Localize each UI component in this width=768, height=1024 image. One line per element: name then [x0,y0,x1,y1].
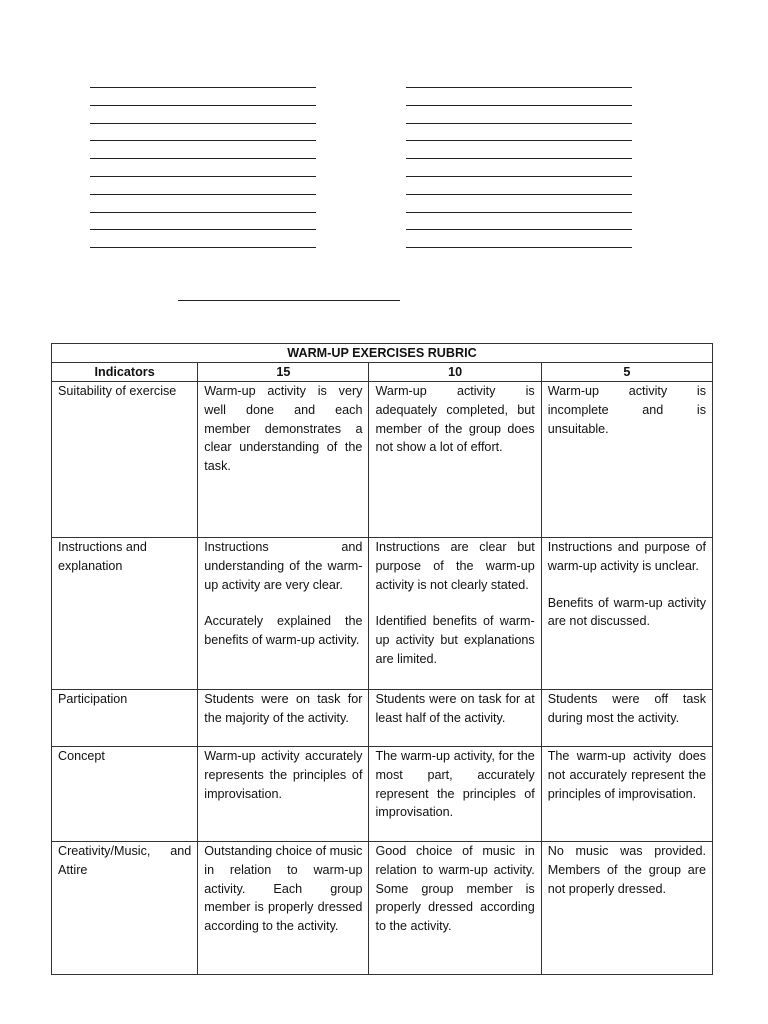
cell-text: Warm-up activity is incomplete and is unsuitable. [547,384,706,436]
cell-text: Students were on task for at least half of the activity. [375,692,535,725]
score-15-cell [198,747,369,842]
blank-line [90,87,316,88]
header-indicators: Indicators [52,363,198,382]
indicator-cell: Instructions and explanation [52,538,198,690]
cell-text: Students were off task during most the activity. [547,692,706,725]
table-row [52,538,713,690]
blank-line [90,123,316,124]
answer-lines-left [90,87,316,265]
score-15-cell [198,842,369,975]
header-score-5: 5 [541,363,712,382]
indicator-cell: Participation [52,690,198,747]
blank-line [406,194,632,195]
score-15-cell [198,690,369,747]
header-score-15: 15 [198,363,369,382]
blank-line [406,105,632,106]
score-5-cell [541,538,712,690]
header-score-10: 10 [369,363,541,382]
score-5-cell [541,382,712,538]
cell-text: Outstanding choice of music in relation to warm-up activity. Each group member is properly dressed according to the activity. [204,844,363,934]
cell-text: Identified benefits of warm-up activity but explanations are limited. [375,614,535,666]
score-10-cell [369,538,541,690]
cell-text: No music was provided. Members of the group are not properly dressed. [547,844,706,896]
indicator-cell: Creativity/Music, and Attire [52,842,198,975]
cell-text: Instructions and understanding of the warm-up activity are very clear. [204,540,363,592]
indicator-cell: Concept [52,747,198,842]
table-row [52,382,713,538]
cell-text: The warm-up activity does not accurately represent the principles of improvisation. [547,749,706,801]
score-5-cell [541,690,712,747]
score-10-cell [369,382,541,538]
blank-line [90,194,316,195]
cell-text: Accurately explained the benefits of warm-up activity. [204,614,363,648]
score-15-cell [198,382,369,538]
score-15-cell [198,538,369,690]
cell-text: Warm-up activity accurately represents the principles of improvisation. [204,749,363,801]
indicator-cell: Suitability of exercise [52,382,198,538]
blank-line [406,212,632,213]
score-10-cell [369,690,541,747]
table-row [52,747,713,842]
cell-text: Warm-up activity is very well done and each member demonstrates a clear understanding of the task. [204,384,363,474]
blank-line [90,158,316,159]
cell-text: Instructions and purpose of warm-up activity is unclear. [547,540,706,573]
cell-text: Good choice of music in relation to warm-up activity. Some group member is properly dressed according to the activity. [375,844,535,934]
blank-line [90,247,316,248]
blank-line [406,140,632,141]
blank-line [406,229,632,230]
blank-line [406,247,632,248]
blank-line [406,158,632,159]
blank-line [406,176,632,177]
score-10-cell [369,747,541,842]
cell-text: Instructions are clear but purpose of the warm-up activity is not clearly stated. [375,540,535,592]
score-5-cell [541,842,712,975]
table-row [52,690,713,747]
rubric-header-row [52,363,713,382]
score-5-cell [541,747,712,842]
cell-text: The warm-up activity, for the most part, accurately represent the principles of improvisation. [375,749,535,820]
rubric-title: WARM-UP EXERCISES RUBRIC [52,344,713,363]
blank-line [90,105,316,106]
answer-lines-right [406,87,632,265]
blank-line [90,212,316,213]
rubric-table [51,343,713,975]
cell-text: Benefits of warm-up activity are not discussed. [547,595,706,629]
blank-line [90,176,316,177]
blank-line [90,229,316,230]
table-row [52,842,713,975]
blank-line [406,87,632,88]
cell-text: Students were on task for the majority of the activity. [204,692,363,725]
score-10-cell [369,842,541,975]
blank-line [90,140,316,141]
cell-text: Warm-up activity is adequately completed, but member of the group does not show a lot of effort. [375,384,535,455]
signature-line [178,300,400,301]
rubric-title-row [52,344,713,363]
blank-line [406,123,632,124]
